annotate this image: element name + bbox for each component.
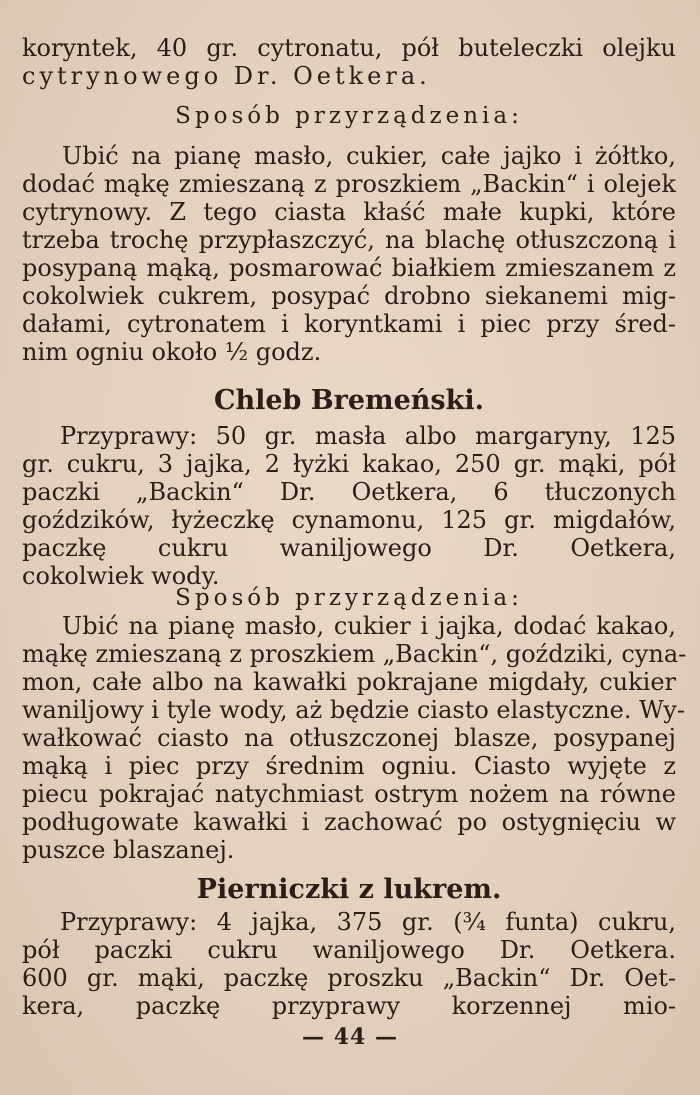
text-line: mon, całe albo na kawałki pokrajane migdały, cukier [22, 668, 676, 696]
text-line: mąkę zmieszaną z proszkiem „Backin“, goździki, cyna- [22, 640, 687, 668]
text-line: Przyprawy: 50 gr. masła albo margaryny, 125 [60, 422, 676, 450]
text-line: cytrynowego Dr. Oetkera. [22, 62, 431, 90]
section-subheading: Sposób przyrządzenia: [175, 103, 523, 129]
text-line: posypaną mąką, posmarować białkiem zmieszanem z [22, 254, 676, 282]
text-line: mąką i piec przy średnim ogniu. Ciasto wyjęte z [22, 752, 676, 780]
text-line: Ubić na pianę masło, cukier, całe jajko i żółtko, [62, 142, 676, 170]
text-line: puszce blaszanej. [22, 836, 235, 864]
text-line: wałkować ciasto na otłuszczonej blasze, posypanej [22, 724, 676, 752]
text-line: koryntek, 40 gr. cytronatu, pół buteleczki olejku [22, 34, 676, 62]
text-line: piecu pokrajać natychmiast ostrym nożem na równe [22, 780, 676, 808]
text-line: waniljowy i tyle wody, aż będzie ciasto elastyczne. Wy- [22, 696, 685, 724]
recipe-heading: Pierniczki z lukrem. [196, 874, 502, 905]
text-line: kera, paczkę przyprawy korzennej mio- [22, 992, 676, 1020]
text-line: cokolwiek wody. [22, 562, 220, 590]
recipe-heading: Chleb Bremeński. [214, 385, 484, 416]
text-line: trzeba trochę przypłaszczyć, na blachę otłuszczoną i [22, 226, 676, 254]
page-number: — 44 — [302, 1024, 398, 1050]
text-line: cytrynowy. Z tego ciasta kłaść małe kupki, które [22, 198, 676, 226]
text-line: pół paczki cukru waniljowego Dr. Oetkera. [22, 936, 676, 964]
text-line: nim ogniu około ½ godz. [22, 338, 322, 366]
text-line: cokolwiek cukrem, posypać drobno siekanemi mig- [22, 282, 676, 310]
text-line: podługowate kawałki i zachować po ostygnięciu w [22, 808, 676, 836]
text-line: Ubić na pianę masło, cukier i jajka, dodać kakao, [62, 612, 676, 640]
text-line: dałami, cytronatem i koryntkami i piec przy śred- [22, 310, 676, 338]
text-line: goździków, łyżeczkę cynamonu, 125 gr. migdałów, [22, 506, 676, 534]
text-line: paczki „Backin“ Dr. Oetkera, 6 tłuczonych [22, 478, 676, 506]
text-line: paczkę cukru waniljowego Dr. Oetkera, [22, 534, 676, 562]
text-line: dodać mąkę zmieszaną z proszkiem „Backin“ i olejek [22, 170, 676, 198]
text-line: Przyprawy: 4 jajka, 375 gr. (¾ funta) cukru, [60, 908, 676, 936]
text-line: 600 gr. mąki, paczkę proszku „Backin“ Dr. Oet- [22, 964, 676, 992]
section-subheading: Sposób przyrządzenia: [175, 585, 523, 611]
text-line: gr. cukru, 3 jajka, 2 łyżki kakao, 250 gr. mąki, pół [22, 450, 676, 478]
